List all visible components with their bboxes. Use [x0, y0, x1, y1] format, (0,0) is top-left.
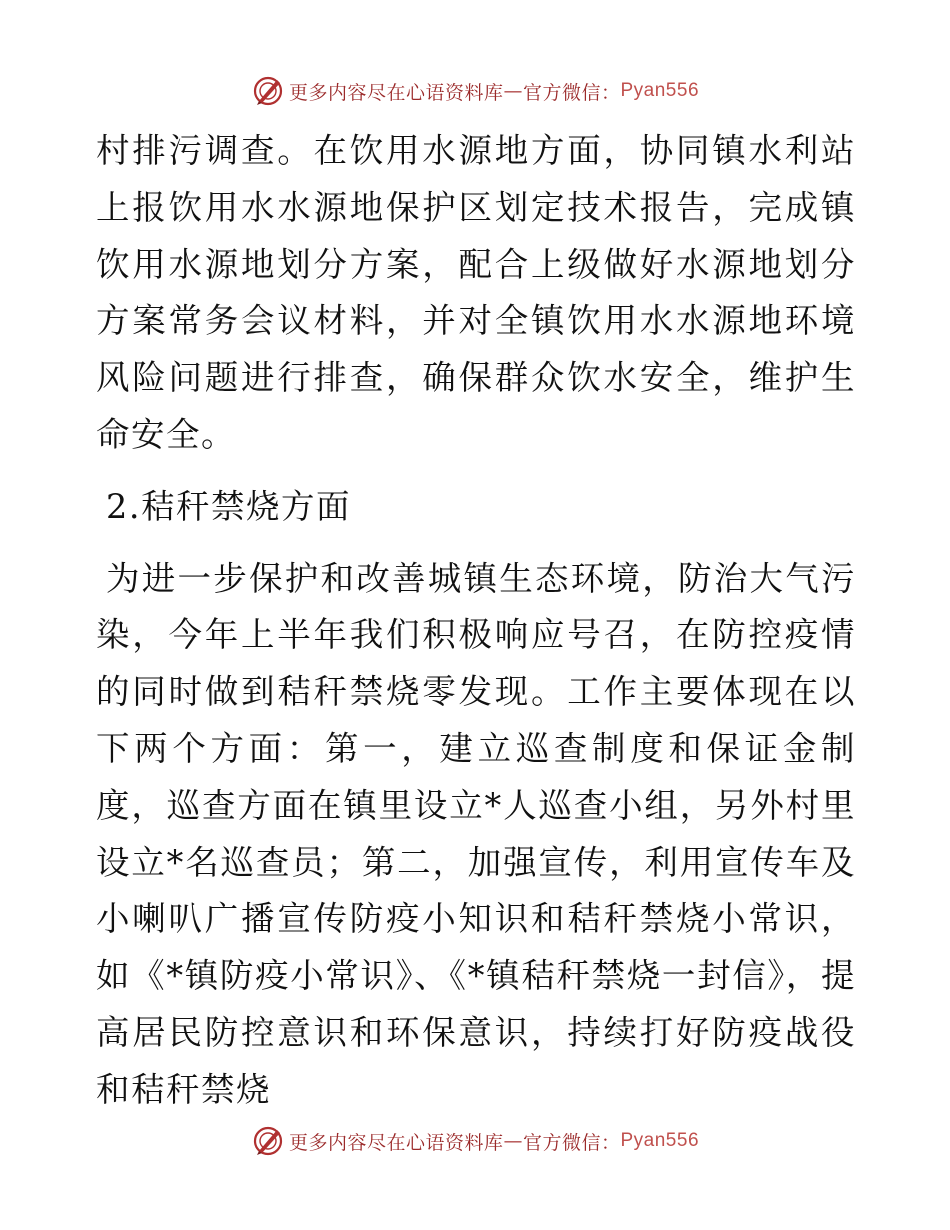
watermark-wechat-id: Pyan556: [620, 80, 700, 101]
watermark-separator: —: [503, 1130, 523, 1152]
watermark-wechat-id: Pyan556: [620, 1130, 700, 1151]
pen-logo-icon: [251, 74, 285, 108]
paragraph-straw-burning: 为进一步保护和改善城镇生态环境，防治大气污染，今年上半年我们积极响应号召，在防控疫情的同时做到秸秆禁烧零发现。工作主要体现在以下两个方面：第一，建立巡查制度和保证金制度，巡查方面在镇里设立*人巡查小组，另外村里设立*名巡查员；第二，加强宣传，利用宣传车及小喇叭广播宣传防疫小知识和秸秆禁烧小常识，如《*镇防疫小常识》、《*镇秸秆禁烧一封信》，提高居民防控意识和环保意识，持续打好防疫战役和秸秆禁烧: [96, 558, 856, 1109]
watermark-separator: —: [503, 80, 523, 102]
header-watermark: [0, 73, 950, 109]
watermark-text: 更多内容尽在心语资料库: [288, 81, 504, 104]
paragraph-water-source: 村排污调查。在饮用水源地方面，协同镇水利站上报饮用水水源地保护区划定技术报告，完成镇饮用水源地划分方案，配合上级做好水源地划分方案常务会议材料，并对全镇饮用水水源地环境风险问题进行排查，确保群众饮水安全，维护生命安全。: [96, 131, 856, 454]
watermark-wechat-label: 官方微信：: [522, 1131, 621, 1154]
pen-logo-icon: [251, 1124, 285, 1158]
watermark-wechat-label: 官方微信：: [522, 81, 621, 104]
watermark-text: 更多内容尽在心语资料库: [288, 1131, 504, 1154]
section-heading-straw-burning: 2.秸秆禁烧方面: [106, 486, 351, 526]
document-body: [96, 123, 856, 1119]
footer-watermark: [0, 1123, 950, 1159]
